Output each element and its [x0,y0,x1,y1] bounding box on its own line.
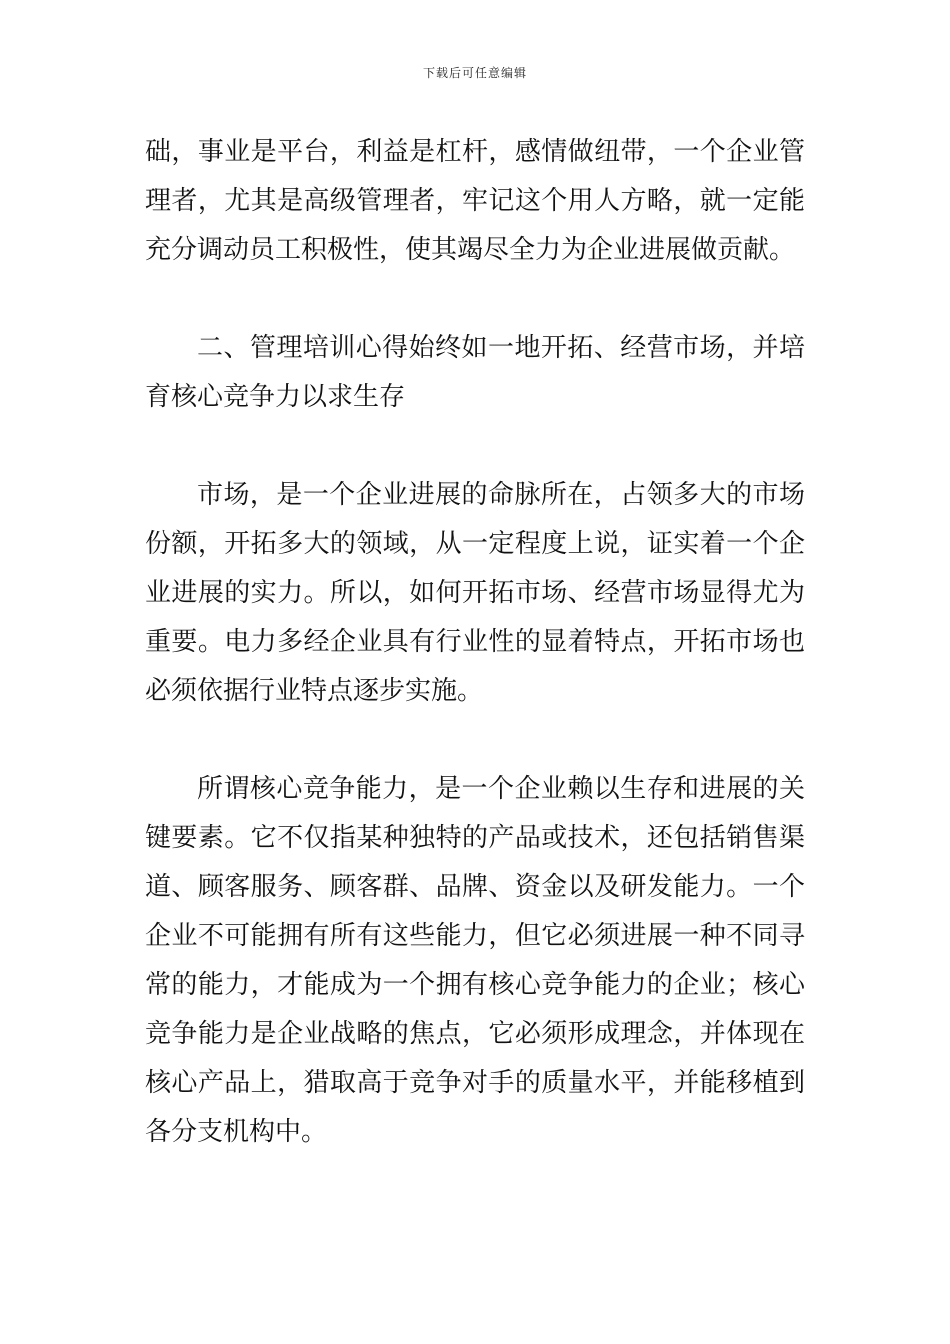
paragraph-core-competence: 所谓核心竞争能力，是一个企业赖以生存和进展的关键要素。它不仅指某种独特的产品或技术，还包括销售渠道、顾客服务、顾客群、品牌、资金以及研发能力。一个企业不可能拥有所有这些能力，但它必须进展一种不同寻常的能力，才能成为一个拥有核心竞争能力的企业；核心竞争能力是企业战略的焦点，它必须形成理念，并体现在核心产品上，猎取高于竞争对手的质量水平，并能移植到各分支机构中。 [145,774,805,1147]
section-heading: 二、管理培训心得始终如一地开拓、经营市场，并培育核心竞争力以求生存 [145,333,805,412]
document-body [145,128,805,1157]
page-header: 下载后可任意编辑 [422,66,527,80]
paragraph-continuation: 础，事业是平台，利益是杠杆，感情做纽带，一个企业管理者，尤其是高级管理者，牢记这个用人方略，就一定能充分调动员工积极性，使其竭尽全力为企业进展做贡献。 [145,137,805,265]
paragraph-market: 市场，是一个企业进展的命脉所在，占领多大的市场份额，开拓多大的领域，从一定程度上说，证实着一个企业进展的实力。所以，如何开拓市场、经营市场显得尤为重要。电力多经企业具有行业性的显着特点，开拓市场也必须依据行业特点逐步实施。 [145,480,805,706]
